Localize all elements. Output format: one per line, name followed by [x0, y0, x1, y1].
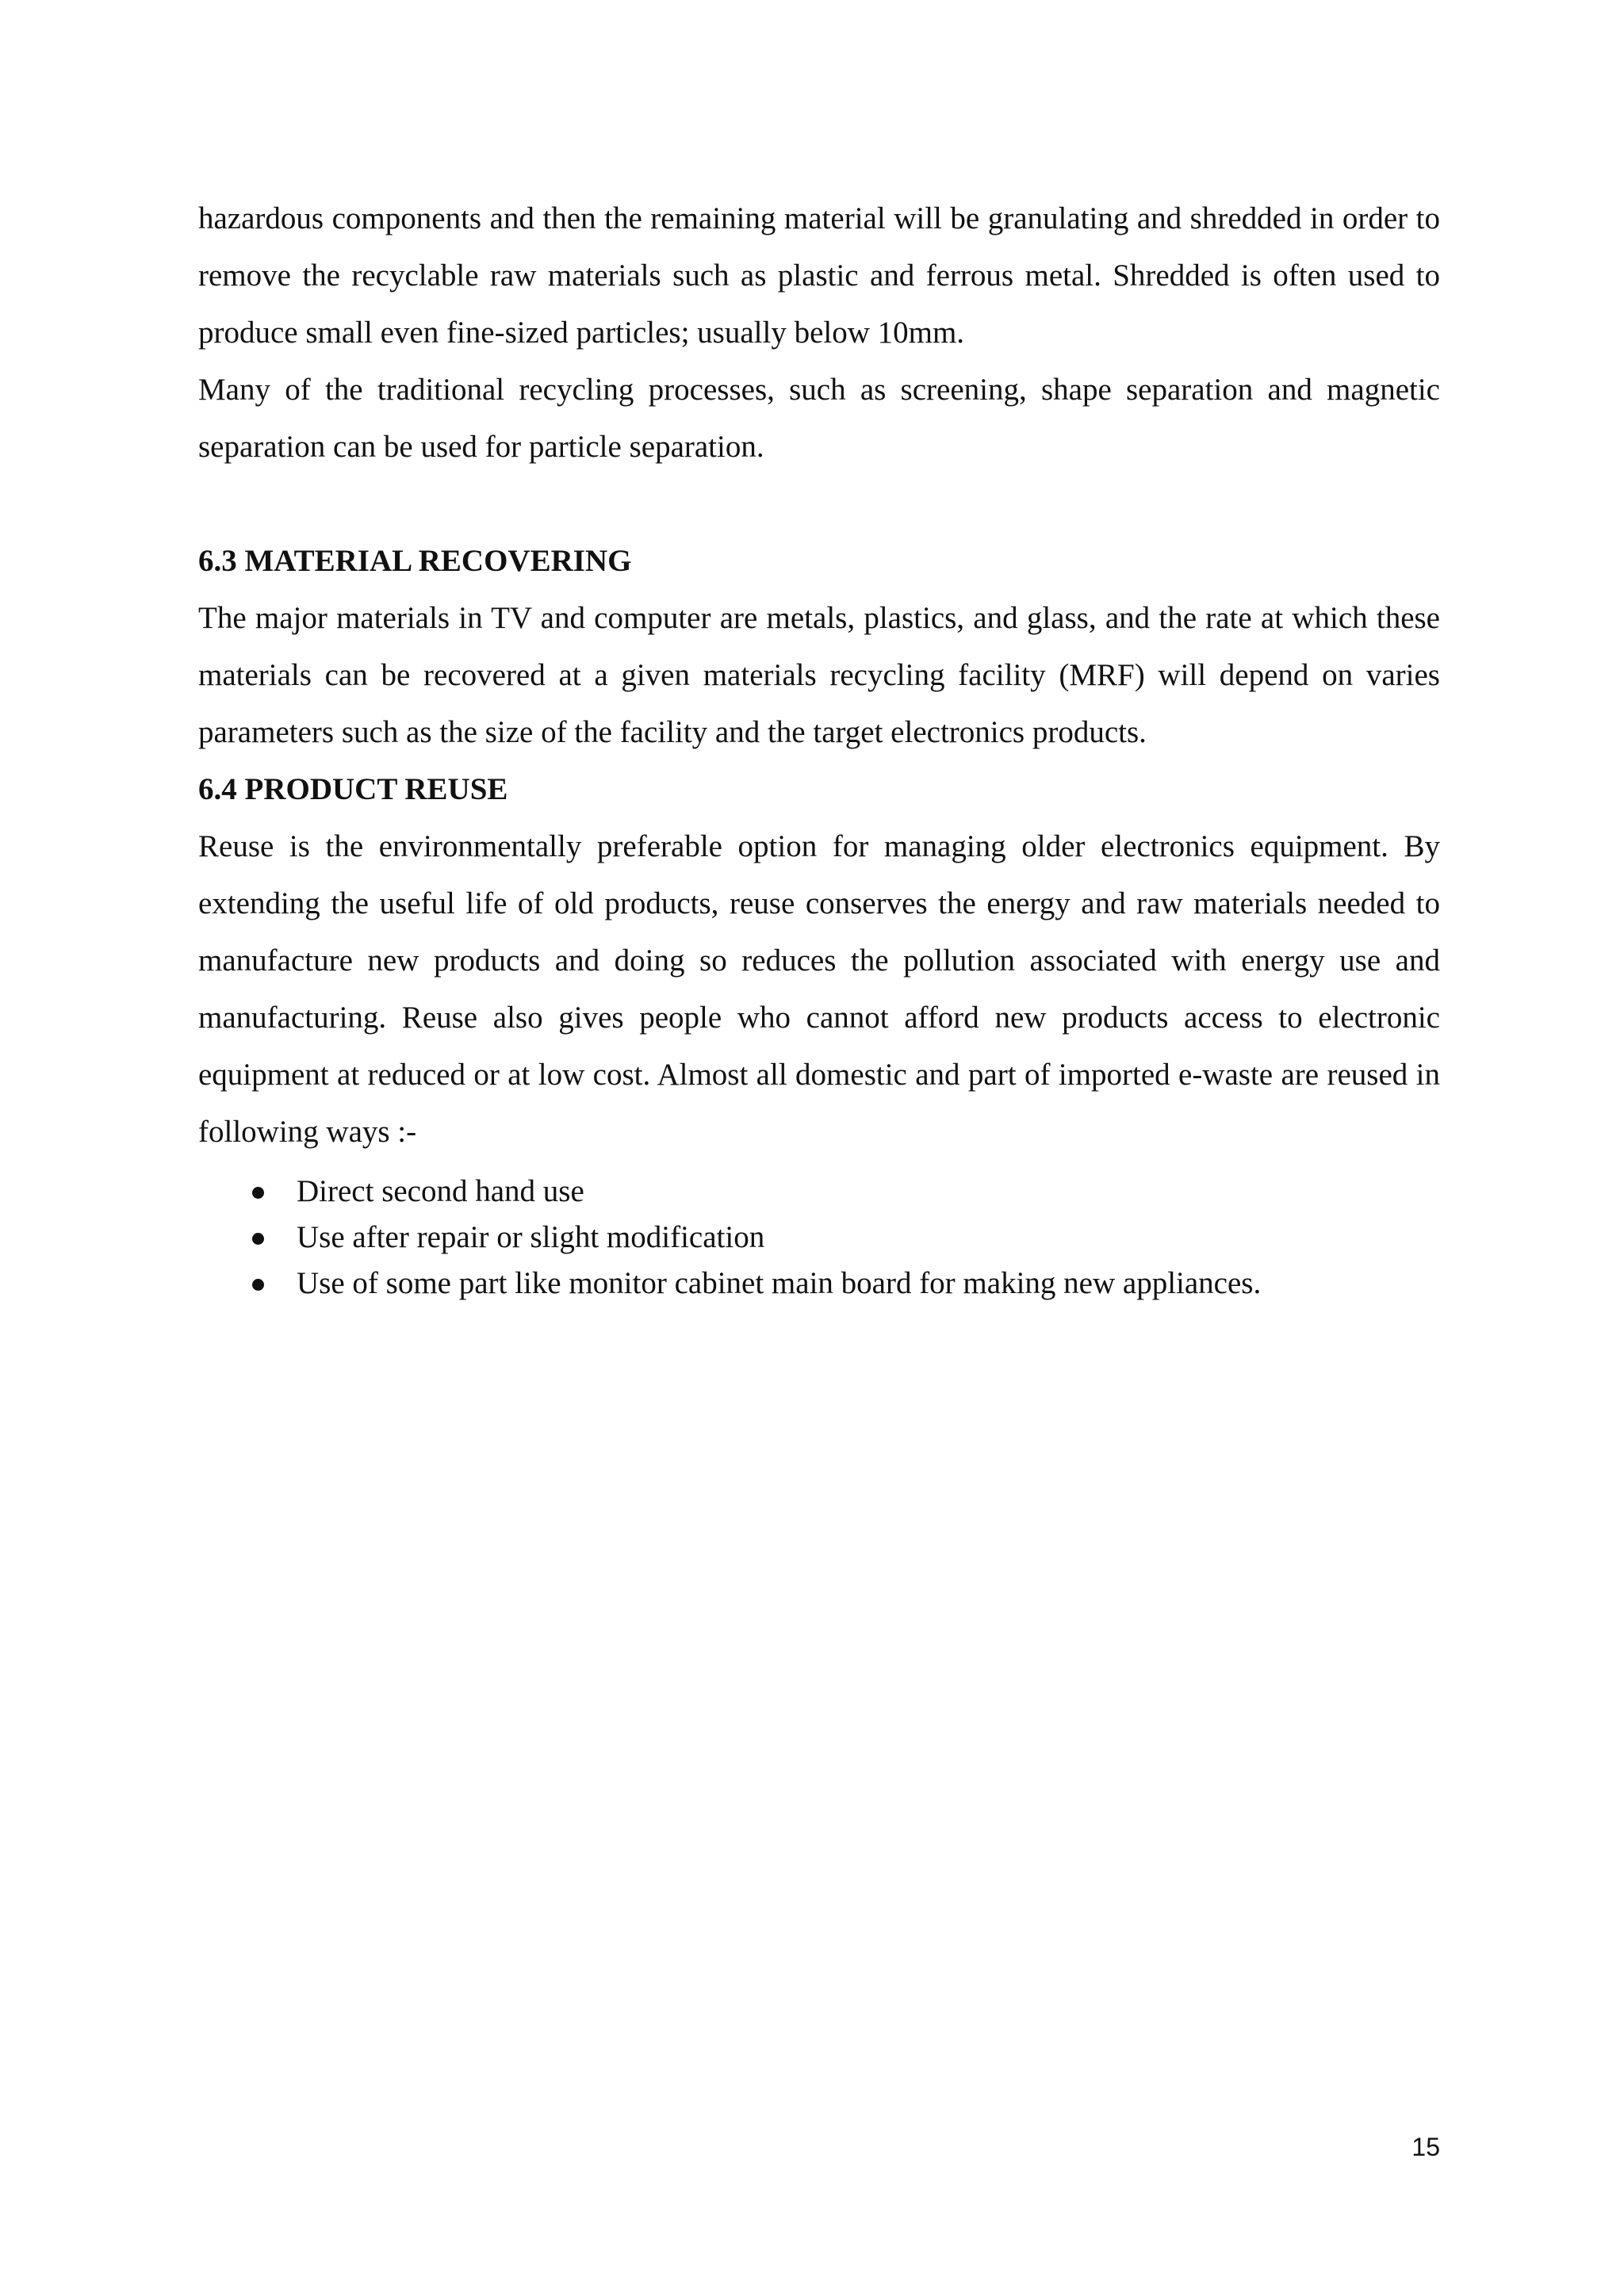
paragraph-shredding: hazardous components and then the remaining material will be granulating and shredded in order to remove the recyclable raw materials such as plastic and ferrous metal. Shredded is often used to produce small even fine-sized particles; usually below 10mm.: [198, 201, 1440, 350]
heading-material-recovering: 6.3 MATERIAL RECOVERING: [198, 544, 632, 578]
bullet-icon: [252, 1233, 264, 1245]
list-item-text: Use of some part like monitor cabinet main board for making new appliances.: [297, 1266, 1262, 1300]
bullet-icon: [252, 1187, 264, 1199]
reuse-ways-list: [198, 1169, 1440, 1307]
list-item: [198, 1215, 1440, 1261]
list-item-text: Direct second hand use: [297, 1174, 584, 1208]
bullet-icon: [252, 1279, 264, 1291]
document-page: [198, 190, 1440, 1307]
section-spacer: [198, 476, 1440, 533]
heading-product-reuse: 6.4 PRODUCT REUSE: [198, 772, 508, 806]
list-item-text: Use after repair or slight modification: [297, 1220, 765, 1254]
paragraph-product-reuse: Reuse is the environmentally preferable option for managing older electronics equipment. By extending the useful life of old products, reuse conserves the energy and raw materials needed to manufacture new products and doing so reduces the pollution associated with energy use and manufacturing. Reuse also gives people who cannot afford new products access to electronic equipment at reduced or at low cost. Almost all domestic and part of imported e-waste are reused in following ways :-: [198, 829, 1440, 1149]
list-item: [198, 1261, 1440, 1307]
list-item: [198, 1169, 1440, 1215]
page-number: 15: [1411, 2133, 1440, 2161]
paragraph-particle-separation: Many of the traditional recycling processes, such as screening, shape separation and magnetic separation can be used for particle separation.: [198, 373, 1440, 464]
paragraph-material-recovering: The major materials in TV and computer are metals, plastics, and glass, and the rate at which these materials can be recovered at a given materials recycling facility (MRF) will depend on varies parameters such as the size of the facility and the target electronics products.: [198, 601, 1440, 749]
